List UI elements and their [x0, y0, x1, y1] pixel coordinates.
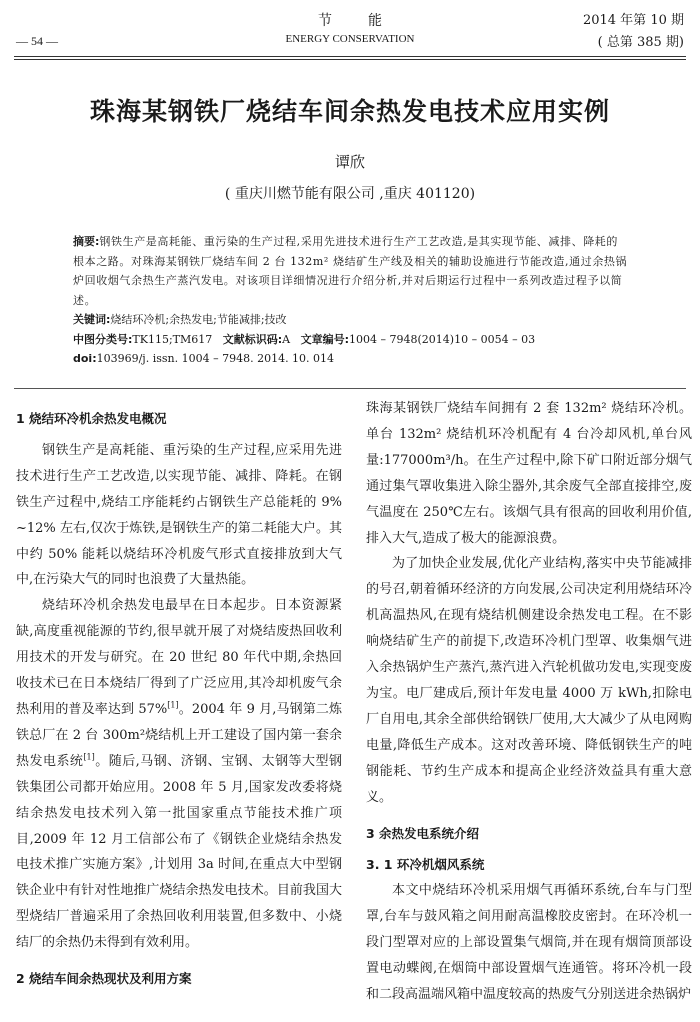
- abstract: [73, 232, 629, 310]
- section-1-heading: 1 烧结环冷机余热发电概况: [16, 411, 167, 426]
- s1-p2-part-b: 。2004 年 9 月,马钢第二炼铁总厂在 2 台 300m²烧结机上开工建设了国内第一套余热发电系统: [16, 701, 343, 769]
- right-column: [366, 396, 692, 1008]
- journal-name-en: ENERGY CONSERVATION: [285, 33, 415, 45]
- abstract-block: [73, 232, 629, 369]
- journal-name-cn: 节能: [318, 13, 418, 29]
- articleno-value: 1004 – 7948(2014)10 – 0054 – 03: [349, 332, 536, 346]
- section-2-paragraph-2: 为了加快企业发展,优化产业结构,落实中央节能减排的号召,朝着循环经济的方向发展,公司决定利用烧结环冷机高温热风,在现有烧结机侧建设余热发电工程。在不影响烧结矿生产的前提下,改造环冷机门型罩、收集烟气进入余热锅炉生产蒸汽,蒸汽进入汽轮机做功发电,实现变废为宝。电厂建成后,预计年发电量 4000 万 kWh,扣除电厂自用电,其余全部供给钢铁厂使用,大大减少了从电网购电量,降低生产成本。这对改善环境、降低钢铁生产的吨钢能耗、节约生产成本和提高企业经济效益具有重大意义。: [366, 556, 692, 805]
- doccode-label: 文献标识码:: [222, 332, 283, 346]
- citation-ref-1a: [1]: [167, 700, 179, 710]
- section-3-1-paragraph-1: 本文中烧结环冷机采用烟气再循环系统,台车与门型罩,台车与鼓风箱之间用耐高温橡胶皮密封。在环冷机一段门型罩对应的上部设置集气烟筒,并在现有烟筒顶部设置电动蝶阀,在烟筒中部设置烟气连通管。将环冷机一段和二段高温端风箱中温度较高的热废气分别送进余热锅炉: [366, 883, 692, 1002]
- s1-p2-part-a: 烧结环冷机余热发电最早在日本起步。日本资源紧缺,高度重视能源的节约,很早就开展了对烧结废热回收利用技术的开发与研究。在 20 世纪 80 年代中期,余热回收技术已在日本烧结厂得到了广泛应用,其冷却机废气余热利用的普及率达到 57%: [16, 598, 342, 717]
- section-2-heading: 2 烧结车间余热现状及利用方案: [16, 971, 192, 987]
- section-3-1-heading: 3. 1 环冷机烟风系统: [366, 857, 485, 873]
- classification-line: [73, 330, 629, 350]
- article-title: 珠海某钢铁厂烧结车间余热发电技术应用实例: [89, 97, 610, 126]
- clc-label: 中图分类号:: [73, 332, 133, 346]
- doccode-value: A: [282, 332, 291, 346]
- author-affiliation: ( 重庆川燃节能有限公司 ,重庆 401120): [224, 186, 476, 202]
- keywords: [73, 310, 629, 330]
- abstract-separator: [14, 388, 686, 389]
- section-3-heading: 3 余热发电系统介绍: [366, 825, 480, 841]
- author-name: 谭欣: [334, 153, 365, 171]
- issue-line-1: 2014 年第 10 期: [582, 13, 684, 28]
- abstract-label: 摘要:: [73, 235, 100, 248]
- section-2-paragraph-1-continued: 珠海某钢铁厂烧结车间拥有 2 套 132m² 烧结环冷机。单台 132m² 烧结机环冷机配有 4 台冷却风机,单台风量:177000m³/h。在生产过程中,除下矿口附近部分烟气通过集气罩收集进入除尘器外,其余废气全部直接排空,废气温度在 250℃左右。该烟气具有很高的回收利用价值,排入大气,造成了极大的能源浪费。: [366, 401, 692, 546]
- doi-label: doi:: [73, 352, 97, 365]
- abstract-text: 钢铁生产是高耗能、重污染的生产过程,采用先进技术进行生产工艺改造,是其实现节能、减排、降耗的根本之路。对珠海某钢铁厂烧结车间 2 台 132m² 烧结矿生产线及相关的辅助设施进行节能改造,通过余热锅炉回收烟气余热生产蒸汽发电。对该项目详细情况进行介绍分析,并对后期运行过程中一系列改造过程予以简述。: [73, 235, 628, 307]
- keywords-text: 烧结环冷机;余热发电;节能减排;技改: [110, 313, 287, 326]
- issue-info: [583, 10, 684, 54]
- issue-line-2: ( 总第 385 期): [597, 35, 684, 50]
- header-rule-top: [14, 56, 686, 57]
- left-column: [16, 396, 342, 998]
- citation-ref-1b: [1]: [83, 752, 95, 762]
- section-1-paragraph-1: 钢铁生产是高耗能、重污染的生产过程,应采用先进技术进行生产工艺改造,以实现节能、减排、降耗。在钢铁生产过程中,烧结工序能耗约占钢铁生产总能耗的 9% ~12% 左右,仅次于炼铁,是钢铁生产的第二耗能大户。其中约 50% 能耗以烧结环冷机废气形式直接排放到大气中,在污染大气的同时也浪费了大量热能。: [16, 442, 342, 588]
- page-number: — 54 —: [16, 34, 58, 48]
- keywords-label: 关键词:: [73, 313, 111, 326]
- clc-value: TK115;TM617: [132, 332, 213, 346]
- s1-p2-part-c: 。随后,马钢、济钢、宝钢、太钢等大型钢铁集团公司都开始应用。2008 年 5 月,国家发改委将烧结余热发电技术列入第一批国家重点节能技术推广项目,2009 年 12 月工信部公布了《钢铁企业烧结余热发电技术推广实施方案》,计划用 3a 时间,在重点大中型钢铁企业中有针对性地推广烧结余热发电技术。目前我国大型烧结厂普遍采用了余热回收利用装置,但多数中、小烧结厂的余热仍未得到有效利用。: [16, 753, 342, 951]
- articleno-label: 文章编号:: [300, 332, 350, 346]
- doi-value: 103969/j. issn. 1004 – 7948. 2014. 10. 014: [96, 352, 335, 365]
- page-header: [0, 0, 700, 62]
- section-1-paragraph-2: [16, 593, 342, 956]
- doi-line: [73, 349, 629, 369]
- header-rule-bottom: [14, 59, 686, 60]
